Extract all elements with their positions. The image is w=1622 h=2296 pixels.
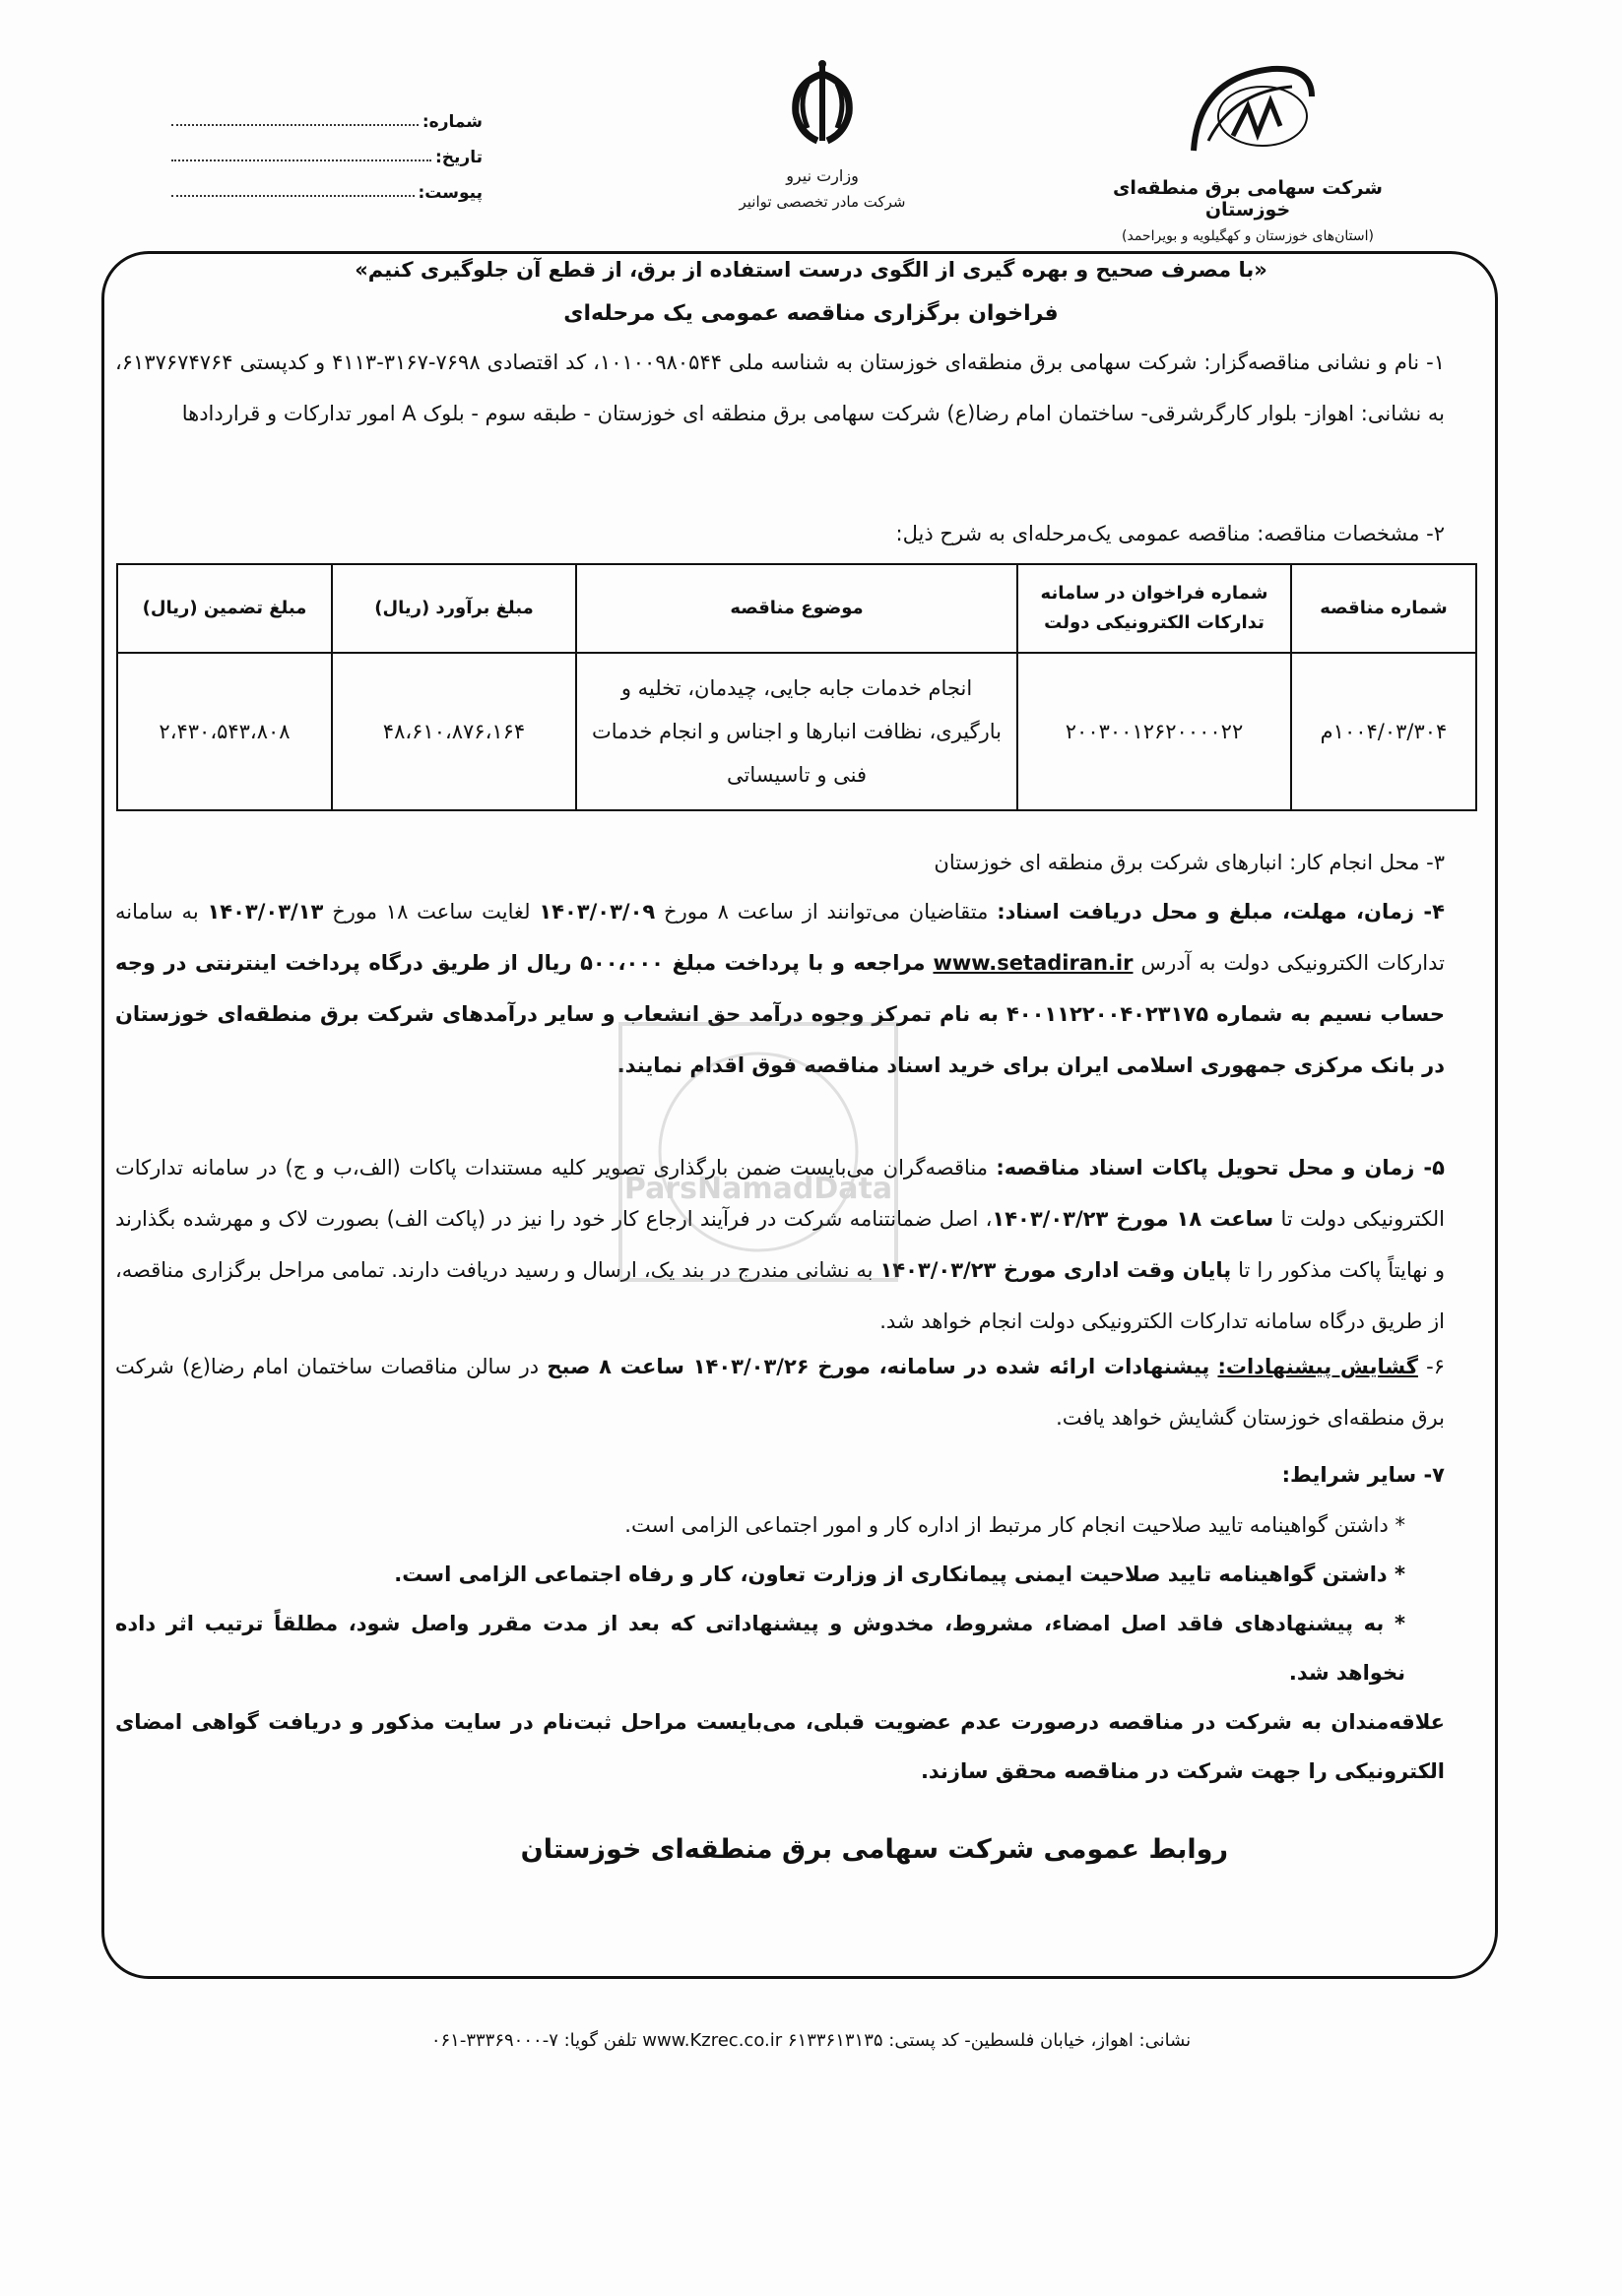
tender-table <box>116 563 1477 811</box>
company-subtitle: (استان‌های خوزستان و کهگیلویه و بویراحمد) <box>1122 228 1374 244</box>
iran-emblem-icon <box>778 54 867 153</box>
col-tender-no: شماره مناقصه <box>1291 564 1476 653</box>
list-item: * داشتن گواهینامه تایید صلاحیت ایمنی پیمانکاری از وزارت تعاون، کار و رفاه اجتماعی الزامی است. <box>394 1563 1405 1586</box>
meta-date: تاریخ: <box>167 132 483 167</box>
list-item: علاقه‌مندان به شرکت در مناقصه درصورت عدم عضویت قبلی، می‌بایست مراحل ثبت‌نام در سایت مذکور و دریافت گواهی امضای الکترونیکی را جهت شرکت در مناقصه محقق سازند. <box>115 1710 1445 1783</box>
section-1: ۱- نام و نشانی مناقصه‌گزار: شرکت سهامی برق منطقه‌ای خوزستان به شناسه ملی ۱۰۱۰۰۹۸۰۵۴۴، کد اقتصادی ۷۶۹۸-۳۱۶۷-۴۱۱۳ و کدپستی ۶۱۳۷۶۷۴۷۶۴، به نشانی: اهواز- بلوار کارگرشرقی- ساختمان امام رضا(ع) شرکت سهامی برق منطقه ای خوزستان - طبقه سوم - بلوک A امور تدارکات و قراردادها <box>115 351 1445 425</box>
company-name: شرکت سهامی برق منطقه‌ای خوزستان <box>1113 177 1383 221</box>
company-header <box>1071 57 1425 244</box>
section-5: ۵- زمان و محل تحویل پاکات اسناد مناقصه: مناقصه‌گران می‌بایست ضمن بارگذاری تصویر کلیه مستندات پاکات (الف،ب و ج) در سامانه تدارکات الکترونیکی دولت تا ساعت ۱۸ مورخ ۱۴۰۳/۰۳/۲۳، اصل ضمانتنامه شرکت در فرآیند ارجاع کار خود را نیز در (پاکت الف) بصورت لاک و مهرشده بگذارند و نهایتاً پاکت مذکور را تا پایان وقت اداری مورخ ۱۴۰۳/۰۳/۲۳ به نشانی مندرج در بند یک، ارسال و رسید دریافت دارند. تمامی مراحل برگزاری مناقصه، از طریق درگاه سامانه تدارکات الکترونیکی دولت انجام خواهد شد. <box>115 1156 1445 1333</box>
section-2: ۲- مشخصات مناقصه: مناقصه عمومی یک‌مرحله‌ای به شرح ذیل: <box>895 522 1445 545</box>
watermark: ParsNamadData <box>591 1004 926 1369</box>
ministry-header <box>709 54 936 211</box>
cell-estimate: ۴۸،۶۱۰،۸۷۶،۱۶۴ <box>332 653 576 810</box>
cell-call-no: ۲۰۰۳۰۰۱۲۶۲۰۰۰۰۲۲ <box>1017 653 1291 810</box>
letter-meta <box>167 96 483 203</box>
section-7: ۷- سایر شرایط: * داشتن گواهینامه تایید صلاحیت انجام کار مرتبط از اداره کار و امور اجتماعی الزامی است. * داشتن گواهینامه تایید صلاحیت ایمنی پیمانکاری از وزارت تعاون، کار و رفاه اجتماعی الزامی است. * به پیشنهادهای فاقد اصل امضاء، مشروط، مخدوش و پیشنهاداتی که بعد از مدت مقرر واصل شود، مطلقاً ترتیب اثر داده نخواهد شد. علاقه‌مندان به شرکت در مناقصه درصورت عدم عضویت قبلی، می‌بایست مراحل ثبت‌نام در سایت مذکور و دریافت گواهی امضای الکترونیکی را جهت شرکت در مناقصه محقق سازند. <box>115 1449 1445 1796</box>
meta-attachment: پیوست: <box>167 167 483 203</box>
list-item: * داشتن گواهینامه تایید صلاحیت انجام کار مرتبط از اداره کار و امور اجتماعی الزامی است. <box>624 1513 1405 1537</box>
col-call-no: شماره فراخوان در سامانه تدارکات الکترونیکی دولت <box>1017 564 1291 653</box>
table-row <box>117 653 1476 810</box>
ministry-name: وزارت نیرو <box>786 166 859 185</box>
section-4: ۴- زمان، مهلت، مبلغ و محل دریافت اسناد: متقاضیان می‌توانند از ساعت ۸ مورخ ۱۴۰۳/۰۳/۰۹ لغایت ساعت ۱۸ مورخ ۱۴۰۳/۰۳/۱۳ به سامانه تدارکات الکترونیکی دولت به آدرس www.setadiran.ir مراجعه و با پرداخت مبلغ ۵۰۰،۰۰۰ ریال از طریق درگاه پرداخت اینترنتی در وجه حساب نسیم به شماره ۴۰۰۱۱۲۲۰۰۴۰۲۳۱۷۵ به نام تمرکز وجوه درآمد حق انشعاب و سایر درآمدهای شرکت برق منطقه‌ای خوزستان در بانک مرکزی جمهوری اسلامی ایران برای خرید اسناد مناقصه فوق اقدام نمایند. <box>115 900 1445 1077</box>
col-estimate: مبلغ برآورد (ریال) <box>332 564 576 653</box>
document-title: فراخوان برگزاری مناقصه عمومی یک مرحله‌ای <box>563 301 1059 326</box>
signature: روابط عمومی شرکت سهامی برق منطقه‌ای خوزستان <box>520 1834 1228 1865</box>
col-guarantee: مبلغ تضمین (ریال) <box>117 564 332 653</box>
list-item: * به پیشنهادهای فاقد اصل امضاء، مشروط، مخدوش و پیشنهاداتی که بعد از مدت مقرر واصل شود، مطلقاً ترتیب اثر داده نخواهد شد. <box>115 1612 1405 1685</box>
cell-guarantee: ۲،۴۳۰،۵۴۳،۸۰۸ <box>117 653 332 810</box>
col-subject: موضوع مناقصه <box>576 564 1017 653</box>
cell-tender-no: ۱۰۰۴/۰۳/۳۰۴م <box>1291 653 1476 810</box>
footer-address: نشانی: اهواز، خیابان فلسطین- کد پستی: ۶۱۳۳۶۱۳۱۳۵ www.Kzrec.co.ir تلفن گویا: ۷-۳۳۳۶۹۰۰۰-۰۶۱ <box>430 2030 1192 2051</box>
setad-link[interactable]: www.setadiran.ir <box>933 951 1134 975</box>
slogan: «با مصرف صحیح و بهره گیری از الگوی درست استفاده از برق، از قطع آن جلوگیری کنیم» <box>355 258 1267 282</box>
table-header-row <box>117 564 1476 653</box>
section-3: ۳- محل انجام کار: انبارهای شرکت برق منطقه ای خوزستان <box>934 851 1445 874</box>
cell-subject: انجام خدمات جابه جایی، چیدمان، تخلیه و بارگیری، نظافت انبارها و اجناس و انجام خدمات فنی و تاسیساتی <box>576 653 1017 810</box>
ministry-subtitle: شرکت مادر تخصصی توانیر <box>739 193 906 211</box>
section-6: ۶- گشایش پیشنهادات: پیشنهادات ارائه شده در سامانه، مورخ ۱۴۰۳/۰۳/۲۶ ساعت ۸ صبح در سالن مناقصات ساختمان امام رضا(ع) شرکت برق منطقه‌ای خوزستان گشایش خواهد یافت. <box>115 1355 1445 1430</box>
company-logo <box>1174 57 1322 165</box>
meta-number: شماره: <box>167 96 483 132</box>
